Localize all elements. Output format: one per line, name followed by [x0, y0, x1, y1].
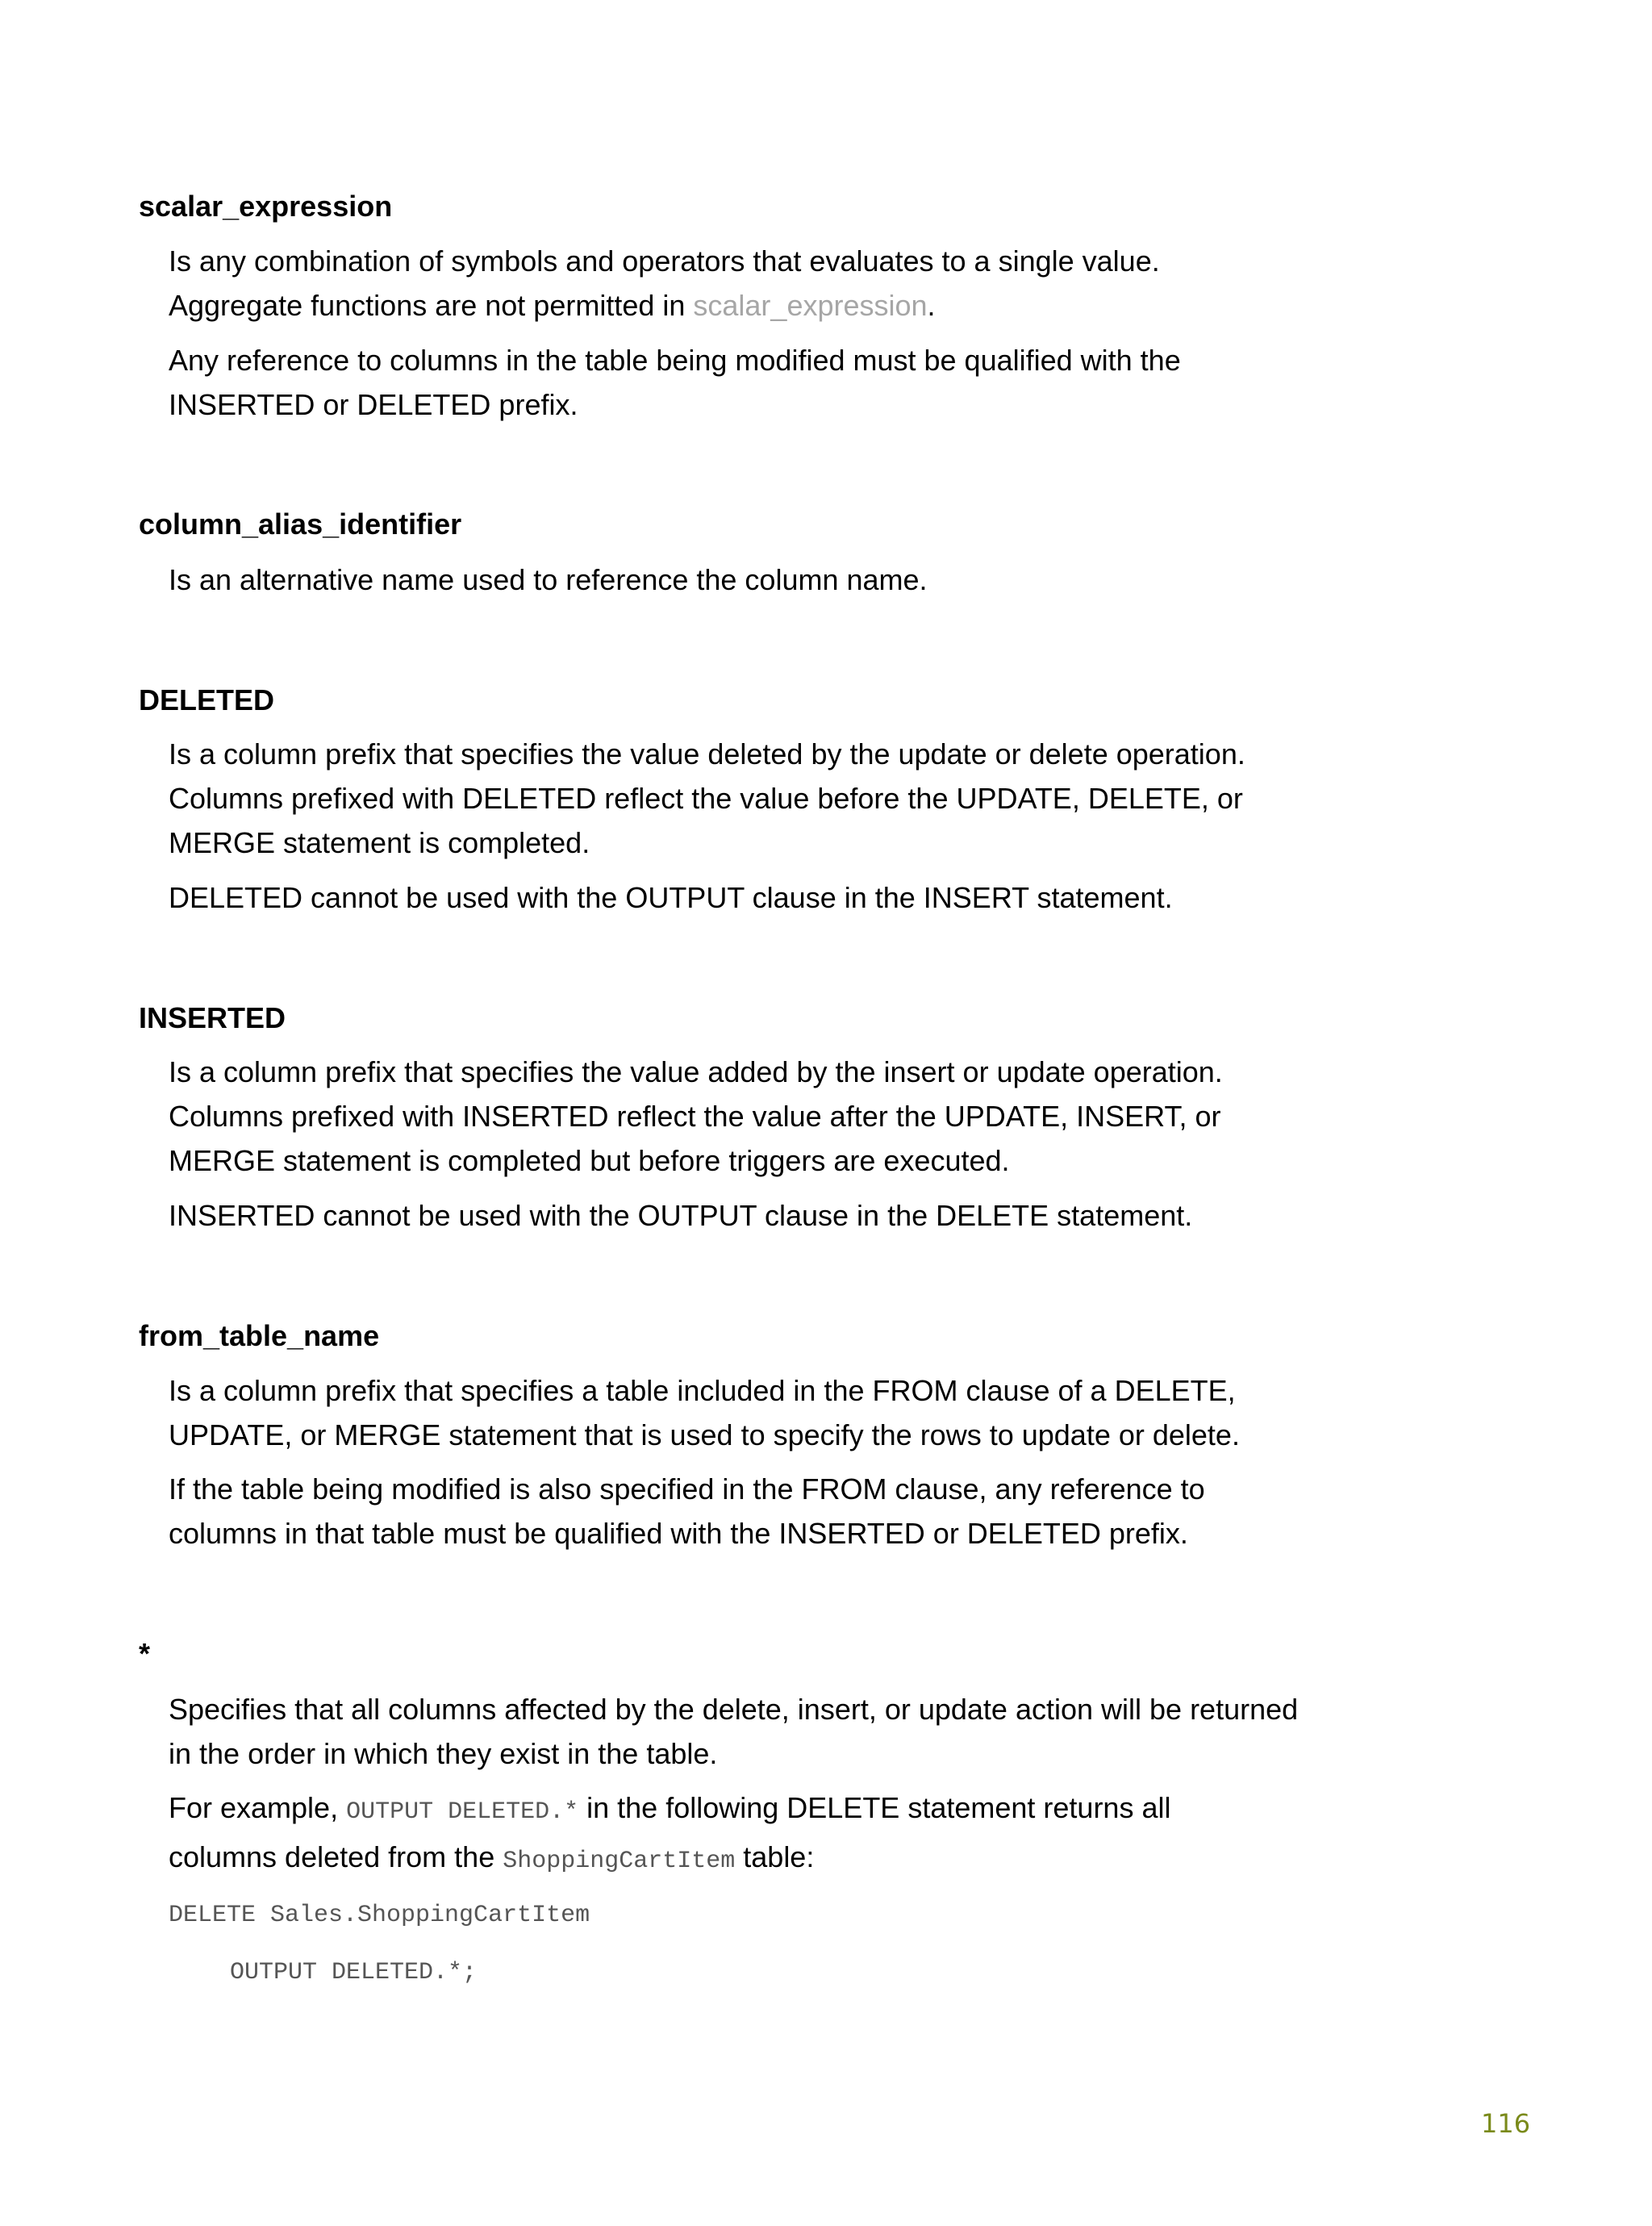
- page-number: 116: [1481, 2108, 1531, 2139]
- inline-code: ShoppingCartItem: [503, 1848, 736, 1875]
- term-from-table-name: from_table_name: [139, 1319, 380, 1352]
- term-asterisk: *: [139, 1637, 151, 1670]
- definition-paragraph: [169, 1467, 1205, 1556]
- term-scalar-expression: scalar_expression: [139, 190, 393, 223]
- text-line: Any reference to columns in the table being modified must be qualified with the: [169, 344, 1181, 377]
- term-inserted: INSERTED: [139, 1001, 286, 1034]
- definition-paragraph: [169, 1368, 1240, 1457]
- definition-paragraph: [169, 1785, 1170, 1884]
- definition-paragraph: [169, 1687, 1298, 1776]
- text-line: UPDATE, or MERGE statement that is used to specify the rows to update or delete.: [169, 1418, 1240, 1451]
- text-line: Columns prefixed with DELETED reflect the value before the UPDATE, DELETE, or: [169, 782, 1243, 815]
- definition-paragraph: [169, 239, 1160, 328]
- text-line: If the table being modified is also specified in the FROM clause, any reference to: [169, 1472, 1205, 1506]
- text-line: Specifies that all columns affected by the delete, insert, or update action will be returned: [169, 1693, 1299, 1726]
- definition-paragraph: [169, 558, 928, 602]
- text-fragment: columns deleted from the: [169, 1840, 503, 1873]
- inline-code: OUTPUT DELETED.*: [346, 1798, 579, 1826]
- definition-paragraph: [169, 732, 1245, 865]
- code-line: OUTPUT DELETED.*;: [230, 1959, 478, 1986]
- definition-paragraph: [169, 1050, 1223, 1183]
- text-line: Is any combination of symbols and operators that evaluates to a single value.: [169, 244, 1160, 278]
- text-line: Is an alternative name used to reference the column name.: [169, 563, 928, 596]
- text-line: Is a column prefix that specifies the value deleted by the update or delete operation.: [169, 737, 1245, 771]
- text-line: Columns prefixed with INSERTED reflect the value after the UPDATE, INSERT, or: [169, 1100, 1221, 1133]
- definition-paragraph: [169, 338, 1181, 427]
- term-reference: scalar_expression: [693, 289, 928, 322]
- code-line: DELETE Sales.ShoppingCartItem: [169, 1902, 590, 1929]
- text-line: MERGE statement is completed but before triggers are executed.: [169, 1144, 1010, 1177]
- text-line: in the order in which they exist in the table.: [169, 1737, 718, 1770]
- text-line: Is a column prefix that specifies the value added by the insert or update operation.: [169, 1055, 1223, 1088]
- definition-paragraph: [169, 875, 1173, 920]
- definition-paragraph: [169, 1193, 1192, 1238]
- text-line: MERGE statement is completed.: [169, 826, 590, 859]
- text-line: Is a column prefix that specifies a table included in the FROM clause of a DELETE,: [169, 1374, 1236, 1407]
- text-fragment: in the following DELETE statement returns all: [578, 1791, 1171, 1824]
- text-line: columns in that table must be qualified with the INSERTED or DELETED prefix.: [169, 1517, 1188, 1550]
- text-fragment: For example,: [169, 1791, 347, 1824]
- term-deleted: DELETED: [139, 683, 275, 716]
- text-line: INSERTED or DELETED prefix.: [169, 388, 578, 421]
- text-line: DELETED cannot be used with the OUTPUT clause in the INSERT statement.: [169, 881, 1173, 914]
- text-fragment: table:: [735, 1840, 815, 1873]
- text-fragment: .: [927, 289, 936, 322]
- text-fragment: Aggregate functions are not permitted in: [169, 289, 694, 322]
- term-column-alias-identifier: column_alias_identifier: [139, 507, 462, 541]
- text-line: INSERTED cannot be used with the OUTPUT clause in the DELETE statement.: [169, 1199, 1193, 1232]
